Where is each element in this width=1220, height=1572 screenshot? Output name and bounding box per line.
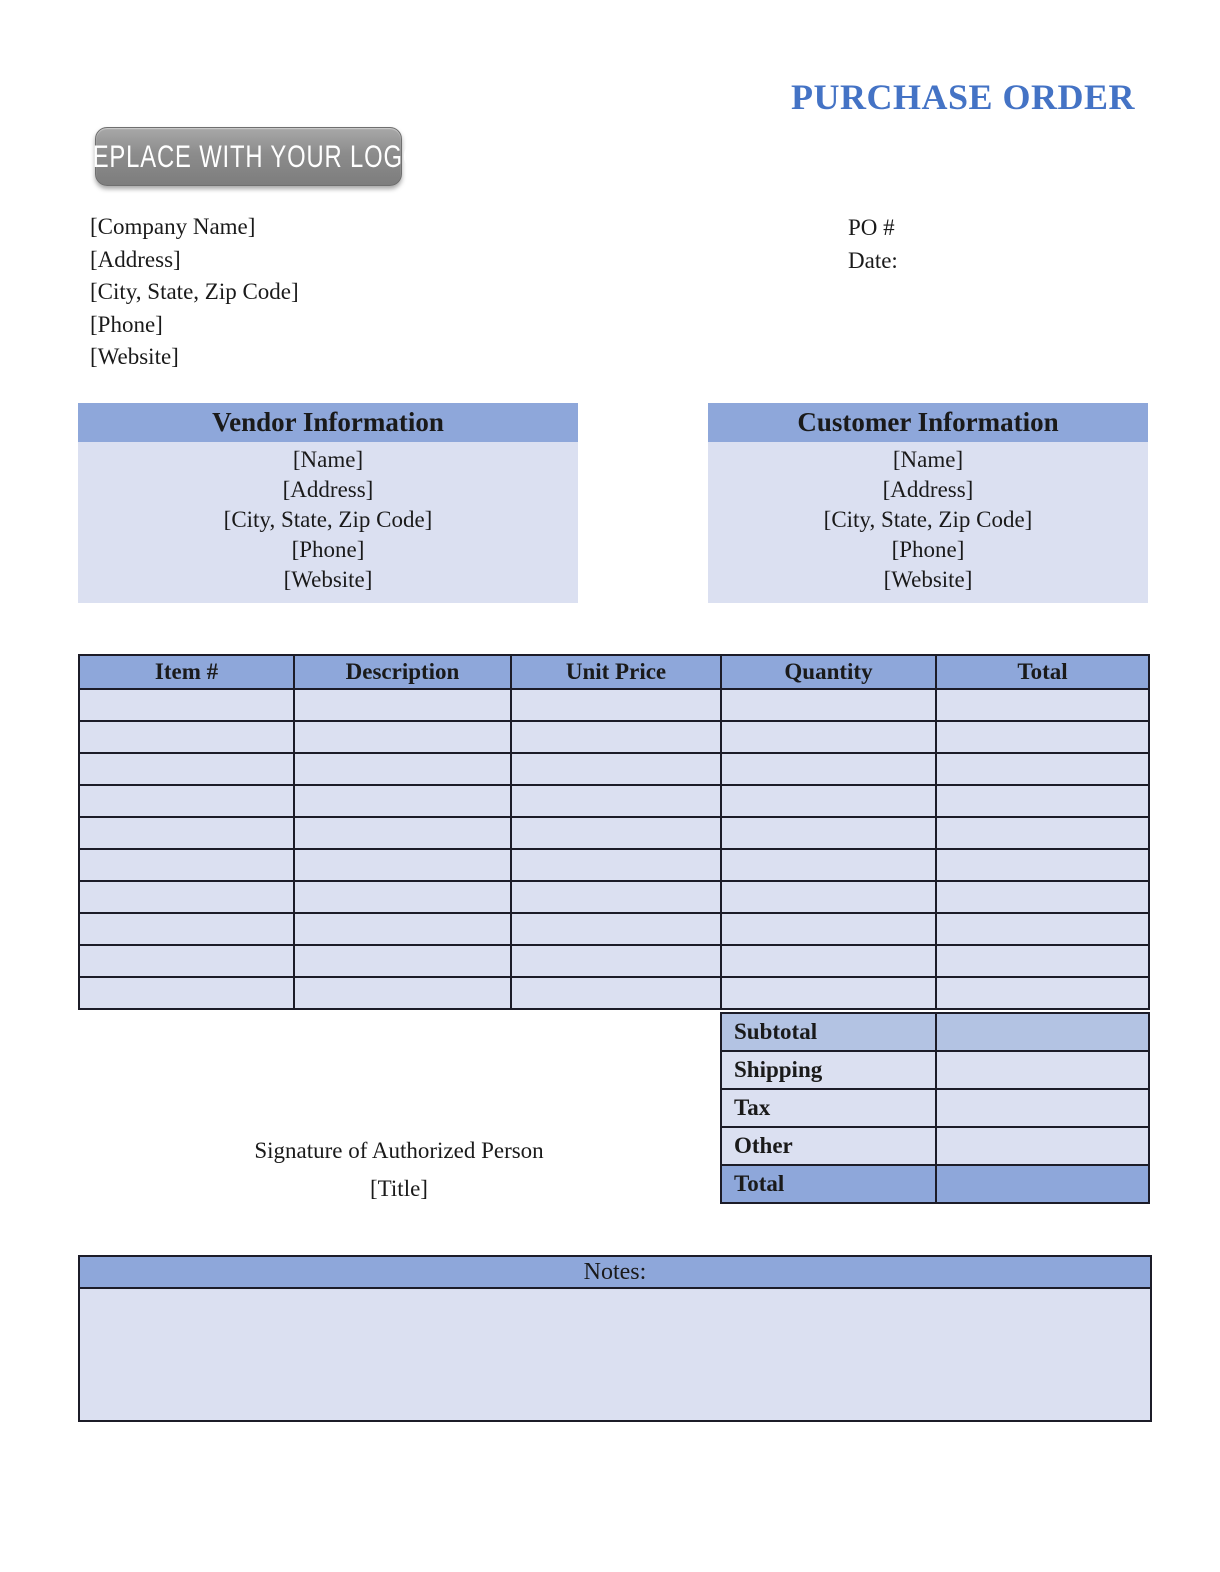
- line-items-table: [78, 654, 1150, 1010]
- company-info-line: [Phone]: [90, 311, 163, 337]
- notes-box: [78, 1255, 1152, 1422]
- customer-information-box: [708, 403, 1148, 603]
- items-cell-empty[interactable]: [79, 881, 294, 913]
- logo-placeholder-text: REPLACE WITH YOUR LOGO: [74, 138, 423, 174]
- vendor-information-body: [78, 442, 578, 603]
- items-cell-empty[interactable]: [721, 849, 936, 881]
- items-cell-empty[interactable]: [721, 785, 936, 817]
- items-cell-empty[interactable]: [294, 785, 511, 817]
- items-table-row: [79, 945, 1149, 977]
- items-cell-empty[interactable]: [79, 785, 294, 817]
- vendor-info-line: [Phone]: [291, 537, 365, 562]
- items-column-header: Quantity: [721, 655, 936, 689]
- items-table-row: [79, 817, 1149, 849]
- vendor-information-title: Vendor Information: [78, 403, 578, 442]
- items-header-row: [79, 655, 1149, 689]
- items-cell-empty[interactable]: [294, 689, 511, 721]
- items-cell-empty[interactable]: [294, 817, 511, 849]
- items-cell-empty[interactable]: [79, 849, 294, 881]
- items-table-row: [79, 849, 1149, 881]
- summary-label: Shipping: [721, 1051, 936, 1089]
- items-table-row: [79, 913, 1149, 945]
- logo-placeholder[interactable]: [74, 127, 423, 186]
- items-column-header: Item #: [79, 655, 294, 689]
- items-column-header: Unit Price: [511, 655, 721, 689]
- items-cell-empty[interactable]: [721, 977, 936, 1009]
- items-table-row: [79, 785, 1149, 817]
- items-cell-empty[interactable]: [936, 689, 1149, 721]
- document-title: PURCHASE ORDER: [790, 77, 1135, 117]
- items-cell-empty[interactable]: [511, 977, 721, 1009]
- items-cell-empty[interactable]: [511, 945, 721, 977]
- items-cell-empty[interactable]: [294, 913, 511, 945]
- notes-title: Notes:: [80, 1257, 1150, 1289]
- date-label: Date:: [848, 247, 898, 273]
- items-table-row: [79, 721, 1149, 753]
- items-cell-empty[interactable]: [294, 881, 511, 913]
- items-cell-empty[interactable]: [294, 753, 511, 785]
- items-cell-empty[interactable]: [294, 977, 511, 1009]
- company-info-line: [Company Name]: [90, 214, 256, 239]
- items-cell-empty[interactable]: [511, 849, 721, 881]
- vendor-info-line: [Website]: [283, 567, 373, 592]
- items-cell-empty[interactable]: [79, 817, 294, 849]
- signature-title-placeholder: [Title]: [370, 1176, 428, 1201]
- items-cell-empty[interactable]: [721, 753, 936, 785]
- items-cell-empty[interactable]: [79, 689, 294, 721]
- items-table-row: [79, 977, 1149, 1009]
- items-cell-empty[interactable]: [936, 753, 1149, 785]
- company-info-block: [90, 211, 299, 374]
- items-cell-empty[interactable]: [936, 817, 1149, 849]
- items-table-row: [79, 753, 1149, 785]
- vendor-info-line: [Name]: [292, 447, 364, 472]
- summary-row-subtotal: [721, 1013, 1149, 1051]
- customer-info-line: [Phone]: [891, 537, 965, 562]
- signature-block: [78, 1132, 720, 1208]
- items-cell-empty[interactable]: [721, 817, 936, 849]
- items-cell-empty[interactable]: [936, 849, 1149, 881]
- items-cell-empty[interactable]: [721, 689, 936, 721]
- items-cell-empty[interactable]: [511, 785, 721, 817]
- customer-information-body: [708, 442, 1148, 603]
- customer-info-line: [Website]: [883, 567, 973, 592]
- items-cell-empty[interactable]: [294, 721, 511, 753]
- items-cell-empty[interactable]: [721, 945, 936, 977]
- company-info-line: [City, State, Zip Code]: [90, 279, 299, 304]
- customer-info-line: [City, State, Zip Code]: [823, 507, 1033, 532]
- items-cell-empty[interactable]: [936, 785, 1149, 817]
- items-cell-empty[interactable]: [79, 945, 294, 977]
- summary-label: Subtotal: [721, 1013, 936, 1051]
- vendor-info-line: [Address]: [282, 477, 374, 502]
- po-number-label: PO #: [848, 215, 895, 240]
- vendor-info-line: [City, State, Zip Code]: [223, 507, 433, 532]
- customer-info-line: [Address]: [882, 477, 974, 502]
- signature-caption: Signature of Authorized Person: [254, 1138, 544, 1163]
- summary-value[interactable]: [936, 1089, 1149, 1127]
- totals-summary-table: [720, 1012, 1150, 1204]
- summary-label: Tax: [721, 1089, 936, 1127]
- customer-information-title: Customer Information: [708, 403, 1148, 442]
- items-cell-empty[interactable]: [721, 881, 936, 913]
- summary-value[interactable]: [936, 1165, 1149, 1203]
- customer-info-line: [Name]: [892, 447, 964, 472]
- items-cell-empty[interactable]: [511, 721, 721, 753]
- summary-value[interactable]: [936, 1051, 1149, 1089]
- items-cell-empty[interactable]: [511, 913, 721, 945]
- items-column-header: Description: [294, 655, 511, 689]
- company-info-line: [Website]: [90, 344, 179, 369]
- summary-value[interactable]: [936, 1013, 1149, 1051]
- summary-row-other: [721, 1127, 1149, 1165]
- items-cell-empty[interactable]: [511, 881, 721, 913]
- summary-label: Total: [721, 1165, 936, 1203]
- items-cell-empty[interactable]: [936, 721, 1149, 753]
- order-meta-block: [848, 212, 898, 277]
- items-cell-empty[interactable]: [511, 817, 721, 849]
- items-table-row: [79, 689, 1149, 721]
- items-cell-empty[interactable]: [936, 945, 1149, 977]
- company-info-line: [Address]: [90, 246, 181, 272]
- items-cell-empty[interactable]: [936, 977, 1149, 1009]
- items-cell-empty[interactable]: [936, 881, 1149, 913]
- items-cell-empty[interactable]: [511, 689, 721, 721]
- items-cell-empty[interactable]: [79, 753, 294, 785]
- items-cell-empty[interactable]: [294, 849, 511, 881]
- summary-row-total: [721, 1165, 1149, 1203]
- summary-value[interactable]: [936, 1127, 1149, 1165]
- items-cell-empty[interactable]: [79, 721, 294, 753]
- items-cell-empty[interactable]: [79, 977, 294, 1009]
- items-column-header: Total: [936, 655, 1149, 689]
- summary-label: Other: [721, 1127, 936, 1165]
- items-cell-empty[interactable]: [79, 913, 294, 945]
- vendor-information-box: [78, 403, 578, 603]
- summary-row-tax: [721, 1089, 1149, 1127]
- notes-input-area[interactable]: [80, 1289, 1150, 1420]
- items-cell-empty[interactable]: [511, 753, 721, 785]
- items-cell-empty[interactable]: [721, 913, 936, 945]
- summary-row-shipping: [721, 1051, 1149, 1089]
- items-cell-empty[interactable]: [294, 945, 511, 977]
- items-table-row: [79, 881, 1149, 913]
- items-cell-empty[interactable]: [721, 721, 936, 753]
- items-cell-empty[interactable]: [936, 913, 1149, 945]
